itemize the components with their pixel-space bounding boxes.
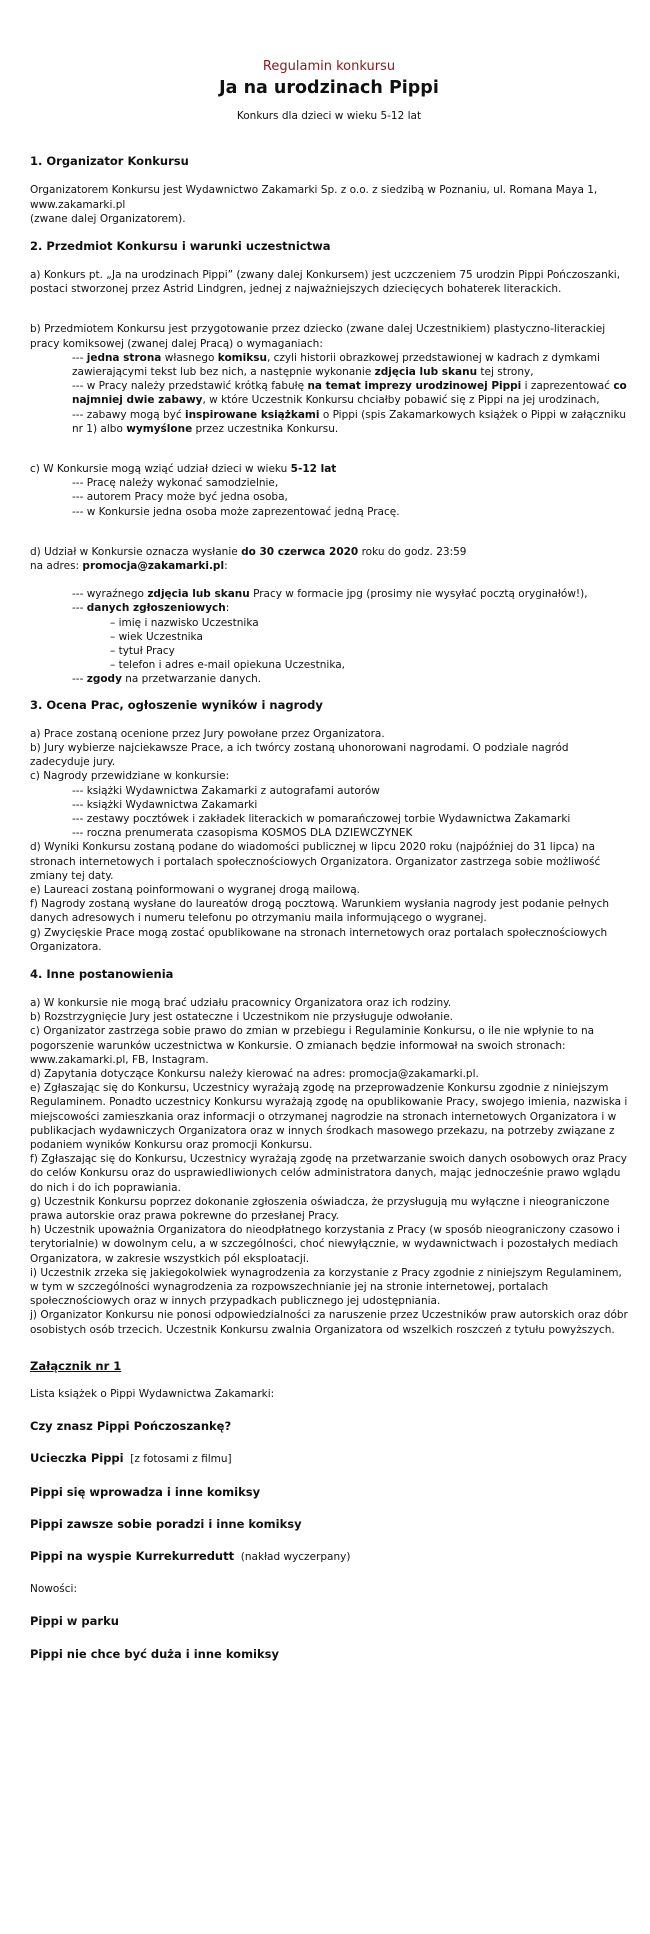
- section-4-point-i: i) Uczestnik zrzeka się jakiegokolwiek wynagrodzenia za korzystanie z Pracy zgodnie z niniejszym Regulaminem, w tym w szczególności wynagrodzenia za rozpowszechnianie jej na stronie internetowej, portalach społecznościowych oraz w innych przypadkach publicznego jej udostępniania.: [30, 1266, 622, 1308]
- document-subtitle: Konkurs dla dzieci w wieku 5-12 lat: [236, 110, 422, 123]
- book-entry: [30, 1451, 628, 1466]
- section-2-point-b-item-2: --- w Pracy należy przedstawić krótką fabułę na temat imprezy urodzinowej Pippi i zaprezentować co najmniej dwie zabawy, w które Uczestnik Konkursu chciałby pobawić się z Pippi na jej urodzinach,: [72, 380, 627, 407]
- section-2-point-b-item-1: --- jedna strona własnego komiksu, czyli historii obrazkowej przedstawionej w kadrach z dymkami zawierającymi tekst lub bez nich, a następnie wykonanie zdjęcia lub skanu tej strony,: [72, 351, 600, 379]
- organizer-line-1: Organizatorem Konkursu jest Wydawnictwo Zakamarki Sp. z o.o. z siedzibą w Poznaniu, ul. Romana Maya 1,: [30, 184, 598, 197]
- section-3-heading: 3. Ocena Prac, ogłoszenie wyników i nagrody: [30, 697, 323, 712]
- section-4-point-f: f) Zgłaszając się do Konkursu, Uczestnicy wyrażają zgodę na przetwarzanie swoich danych osobowych oraz Pracy do celów Konkursu oraz do usprawiedliwionych celów administratora danych, mając jednocześnie prawo wglądu do nich i do ich poprawiania.: [30, 1153, 627, 1194]
- section-3-point-c: c) Nagrody przewidziane w konkursie:: [30, 770, 230, 783]
- book-title: Czy znasz Pippi Pończoszankę?: [30, 1419, 232, 1434]
- section-2-point-b: b) Przedmiotem Konkursu jest przygotowanie przez dziecko (zwane dalej Uczestnikiem) plastyczno-literackiej pracy komiksowej (zwanej dalej Pracą) o wymaganiach:: [30, 323, 606, 350]
- section-3-point-b: b) Jury wybierze najciekawsze Prace, a ich twórcy zostaną uhonorowani nagrodami. O podziale nagród zadecyduje jury.: [30, 741, 569, 769]
- organizer-line-3: (zwane dalej Organizatorem).: [30, 212, 186, 225]
- data-field-age: – wiek Uczestnika: [110, 630, 203, 643]
- section-2-point-d: d) Udział w Konkursie oznacza wysłanie do 30 czerwca 2020 roku do godz. 23:59: [30, 545, 467, 558]
- document-title: Ja na urodzinach Pippi: [219, 78, 439, 99]
- section-4-point-d: d) Zapytania dotyczące Konkursu należy kierować na adres: promocja@zakamarki.pl.: [30, 1067, 479, 1080]
- section-4-point-j: j) Organizator Konkursu nie ponosi odpowiedzialności za naruszenie przez Uczestników praw autorskich oraz dóbr osobistych osób trzecich. Uczestnik Konkursu zwalnia Organizatora od wszelkich roszczeń z tytułu powyższych.: [30, 1309, 628, 1336]
- section-2-point-a: a) Konkurs pt. „Ja na urodzinach Pippi” (zwany dalej Konkursem) jest uczczeniem 75 urodzin Pippi Pończoszanki, postaci stworzonej przez Astrid Lindgren, jednej z najważniejszych dziecięcych bohaterek literackich.: [30, 269, 621, 296]
- book-title: Pippi się wprowadza i inne komiksy: [30, 1484, 261, 1499]
- section-3-point-e: e) Laureaci zostaną poinformowani o wygranej drogą mailową.: [30, 883, 360, 896]
- book-entry: [30, 1549, 628, 1564]
- data-field-title: – tytuł Pracy: [110, 645, 175, 658]
- section-2-point-c-item-3: --- w Konkursie jedna osoba może zaprezentować jedną Pracę.: [72, 505, 400, 518]
- section-2-point-b-item-3: --- zabawy mogą być inspirowane książkami o Pippi (spis Zakamarkowych książek o Pippi w załączniku nr 1) albo wymyślone przez uczestnika Konkursu.: [72, 408, 626, 435]
- section-4-point-a: a) W konkursie nie mogą brać udziału pracownicy Organizatora oraz ich rodziny.: [30, 996, 452, 1009]
- annex-intro: Lista książek o Pippi Wydawnictwa Zakamarki:: [30, 1388, 275, 1401]
- section-2-point-d-item-3: --- zgody na przetwarzanie danych.: [72, 673, 262, 686]
- book-title: Ucieczka Pippi: [30, 1451, 124, 1466]
- section-4-point-g: g) Uczestnik Konkursu poprzez dokonanie zgłoszenia oświadcza, że przysługują mu wyłączne i nieograniczone prawa autorskie oraz prawa pokrewne do przesłanej Pracy.: [30, 1195, 610, 1222]
- prize-item-3: --- zestawy pocztówek i zakładek literackich w pomarańczowej torbie Wydawnictwa Zakamarki: [72, 812, 571, 825]
- section-4-point-b: b) Rozstrzygnięcie Jury jest ostateczne i Uczestnikom nie przysługuje odwołanie.: [30, 1011, 454, 1024]
- section-3-point-d: d) Wyniki Konkursu zostaną podane do wiadomości publicznej w lipcu 2020 roku (najpóźniej do 31 lipca) na stronach internetowych i portalach społecznościowych Organizatora. Organizator zastrzega sobie możliwość zmiany tej daty.: [30, 841, 601, 882]
- book-title: Pippi zawsze sobie poradzi i inne komiksy: [30, 1516, 302, 1531]
- document-kicker: Regulamin konkursu: [262, 59, 396, 74]
- section-4-point-e: e) Zgłaszając się do Konkursu, Uczestnicy wyrażają zgodę na przeprowadzenie Konkursu zgodnie z niniejszym Regulaminem. Ponadto uczestnicy Konkursu wyrażają zgodę na opublikowanie Pracy, swojego imienia, nazwiska i miejscowości zamieszkania oraz informacji o otrzymanej nagrodzie na stronach internetowych Organizatora i w publikacjach wydawniczych Organizatora oraz w innych środkach masowego przekazu, na potrzeby związane z podaniem wyników Konkursu oraz promocji Konkursu.: [30, 1082, 628, 1151]
- data-field-name: – imię i nazwisko Uczestnika: [110, 616, 259, 629]
- book-note: (nakład wyczerpany): [240, 1551, 351, 1564]
- section-2-point-d-address: na adres: promocja@zakamarki.pl:: [30, 560, 228, 573]
- section-2-point-c-item-1: --- Pracę należy wykonać samodzielnie,: [72, 477, 279, 490]
- section-1-heading: 1. Organizator Konkursu: [30, 154, 189, 169]
- data-field-contact: – telefon i adres e-mail opiekuna Uczestnika,: [110, 659, 346, 672]
- new-releases-label: Nowości:: [30, 1583, 77, 1596]
- section-3-point-f: f) Nagrody zostaną wysłane do laureatów drogą pocztową. Warunkiem wysłania nagrody jest podanie pełnych danych adresowych i numeru telefonu po otrzymaniu maila informującego o wygranej.: [30, 898, 610, 925]
- annex-heading: Załącznik nr 1: [30, 1358, 122, 1373]
- book-title: Pippi w parku: [30, 1614, 119, 1629]
- book-title: Pippi na wyspie Kurrekurredutt: [30, 1549, 235, 1564]
- section-2-heading: 2. Przedmiot Konkursu i warunki uczestnictwa: [30, 239, 331, 254]
- prize-item-1: --- książki Wydawnictwa Zakamarki z autografami autorów: [72, 784, 380, 797]
- section-3-point-a: a) Prace zostaną ocenione przez Jury powołane przez Organizatora.: [30, 727, 385, 740]
- section-4-point-h: h) Uczestnik upoważnia Organizatora do nieodpłatnego korzystania z Pracy (w sposób nieograniczony czasowo i terytorialnie) w dowolnym celu, a w szczególności, choć niewyłącznie, w wydawnictwach i pozostałych mediach Organizatora, w zakresie wszystkich pól eksploatacji.: [30, 1224, 620, 1265]
- section-2-point-c: c) W Konkursie mogą wziąć udział dzieci w wieku 5-12 lat: [30, 463, 337, 476]
- section-3-point-g: g) Zwycięskie Prace mogą zostać opublikowane na stronach internetowych oraz portalach społecznościowych Organizatora.: [30, 926, 608, 953]
- section-4-point-c: c) Organizator zastrzega sobie prawo do zmian w przebiegu i Regulaminie Konkursu, o ile nie wpłynie to na pogorszenie warunków uczestnictwa w Konkursie. O zmianach będzie informował na swoich stronach: www.zakamarki.pl, FB, Instagram.: [30, 1025, 595, 1066]
- regulation-document: [30, 60, 628, 1661]
- prize-item-4: --- roczna prenumerata czasopisma KOSMOS DLA DZIEWCZYNEK: [72, 827, 413, 840]
- book-title: Pippi nie chce być duża i inne komiksy: [30, 1646, 279, 1661]
- section-2-point-d-item-1: --- wyraźnego zdjęcia lub skanu Pracy w formacie jpg (prosimy nie wysyłać pocztą oryginałów!),: [72, 588, 588, 601]
- section-2-point-c-item-2: --- autorem Pracy może być jedna osoba,: [72, 491, 288, 504]
- prize-item-2: --- książki Wydawnictwa Zakamarki: [72, 798, 258, 811]
- section-2-point-d-item-2: --- danych zgłoszeniowych:: [72, 602, 230, 615]
- organizer-website: www.zakamarki.pl: [30, 198, 126, 211]
- section-4-heading: 4. Inne postanowienia: [30, 966, 174, 981]
- book-note: [z fotosami z filmu]: [130, 1453, 232, 1466]
